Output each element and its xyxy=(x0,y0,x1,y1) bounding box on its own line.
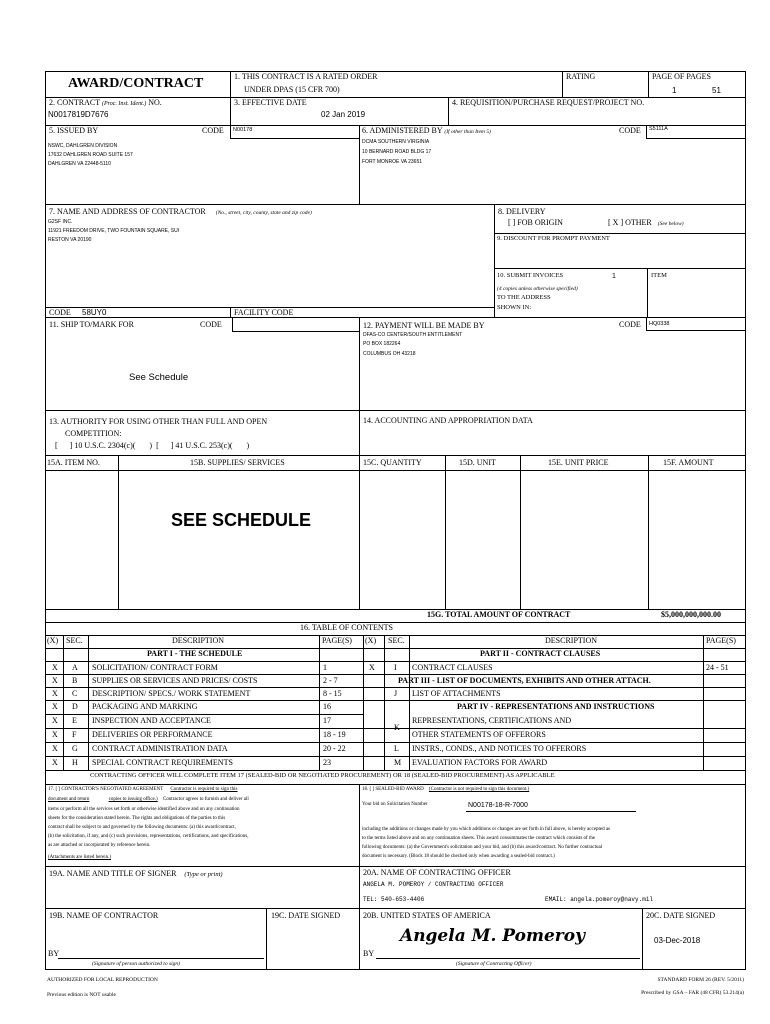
other-option: [ X ] OTHER (See below) xyxy=(608,218,684,227)
government-sig-label: 20B. UNITED STATES OF AMERICA xyxy=(363,911,491,920)
toc-row-c-desc: DESCRIPTION/ SPECS./ WORK STATEMENT xyxy=(92,689,251,698)
ship-to-label: 11. SHIP TO/MARK FOR xyxy=(49,320,134,329)
contractor-line-2: 11921 FREEDOM DRIVE, TWO FOUNTAIN SQUARE, SUI xyxy=(48,228,180,234)
page-number: 1 xyxy=(672,86,677,95)
authority-label: 13. AUTHORITY FOR USING OTHER THAN FULL AND OPEN xyxy=(49,417,268,426)
toc-pages-header-2: PAGE(S) xyxy=(706,636,736,645)
payment-line-1: DFAS-CO CENTER/SOUTH ENTITLEMENT xyxy=(363,332,463,338)
toc-row-e-x: X xyxy=(52,716,58,725)
toc-row-e-pages: 17 xyxy=(323,716,331,725)
col-amount: 15F. AMOUNT xyxy=(663,458,714,467)
item17-line-5: contract shall be subject to and governed by the following documents: (a) this award/contract, xyxy=(48,825,236,830)
toc-row-k-desc-2: OTHER STATEMENTS OF OFFERORS xyxy=(412,730,546,739)
toc-row-d-sec: D xyxy=(72,702,78,711)
toc-desc-header: DESCRIPTION xyxy=(172,636,225,645)
toc-row-f-x: X xyxy=(52,730,58,739)
footer-prescribed-by: Prescribed by GSA – FAR (48 CFR) 53.214(a) xyxy=(641,990,744,996)
contractor-code-label: CODE xyxy=(49,308,71,317)
contractor-sig-note: (Signature of person authorized to sign) xyxy=(92,961,180,967)
toc-row-g-pages: 20 - 22 xyxy=(323,744,346,753)
administered-by-code: S5111A xyxy=(649,126,668,132)
toc-row-h-x: X xyxy=(52,758,58,767)
officer-tel: TEL: 540-653-4406 xyxy=(363,896,425,903)
toc-row-m-sec: M xyxy=(394,758,402,767)
col-quantity: 15C. QUANTITY xyxy=(363,458,422,467)
accounting-label: 14. ACCOUNTING AND APPROPRIATION DATA xyxy=(363,416,533,425)
signer-label: 19A. NAME AND TITLE OF SIGNER (Type or print) xyxy=(49,869,223,878)
toc-row-g-desc: CONTRACT ADMINISTRATION DATA xyxy=(92,744,228,753)
officer-label: 20A. NAME OF CONTRACTING OFFICER xyxy=(363,868,511,877)
administered-by-line-2: 10 BERNARD ROAD BLDG 17 xyxy=(362,149,432,155)
invoice-shown-in-label: SHOWN IN: xyxy=(497,304,532,311)
col-supplies-services: 15B. SUPPLIES/ SERVICES xyxy=(190,458,285,467)
contractor-label: 7. NAME AND ADDRESS OF CONTRACTOR (No., street, city, county, state and zip code) xyxy=(49,207,312,216)
toc-row-i-pages: 24 - 51 xyxy=(706,663,729,672)
item17-line-3: items or perform all the services set forth or otherwise identified above and on any continuation xyxy=(48,807,240,812)
toc-row-c-pages: 8 - 15 xyxy=(323,689,342,698)
toc-row-m-desc: EVALUATION FACTORS FOR AWARD xyxy=(412,758,548,767)
toc-row-e-sec: E xyxy=(72,716,77,725)
administered-by-code-label: CODE xyxy=(619,126,641,135)
toc-pages-header: PAGE(S) xyxy=(322,636,352,645)
col-unit-price: 15E. UNIT PRICE xyxy=(548,458,609,467)
col-item-no: 15A. ITEM NO. xyxy=(47,458,100,467)
toc-row-b-desc: SUPPLIES OR SERVICES AND PRICES/ COSTS xyxy=(92,676,258,685)
government-date-value: 03-Dec-2018 xyxy=(654,936,701,945)
ship-to-code-label: CODE xyxy=(200,320,222,329)
invoice-copies-note: (4 copies unless otherwise specified) xyxy=(497,286,578,292)
page-of-pages-label: PAGE OF PAGES xyxy=(652,72,711,81)
invoice-address-label: TO THE ADDRESS xyxy=(497,294,551,301)
payment-code-label: CODE xyxy=(619,320,641,329)
toc-row-i-sec: I xyxy=(394,663,397,672)
administered-by-label: 6. ADMINISTERED BY (If other than Item 5) xyxy=(362,126,491,135)
toc-sec-header-2: SEC. xyxy=(388,636,405,645)
toc-row-a-x: X xyxy=(52,663,58,672)
issued-by-code: N00178 xyxy=(233,127,253,133)
col-unit: 15D. UNIT xyxy=(459,458,496,467)
toc-row-j-desc: LIST OF ATTACHMENTS xyxy=(412,689,501,698)
item18-line-2: to the terms listed above and on any continuation sheets. This award consummates the contract which consists of the xyxy=(362,836,596,841)
contractor-line-3: RESTON VA 20190 xyxy=(48,237,92,243)
toc-row-c-x: X xyxy=(52,689,58,698)
toc-x-header: (X) xyxy=(47,636,59,645)
authority-competition-label: COMPETITION: xyxy=(65,429,122,438)
toc-row-i-x: X xyxy=(369,663,375,672)
issued-by-line-3: DAHLGREN VA 22448-5110 xyxy=(48,161,111,167)
toc-row-f-pages: 18 - 19 xyxy=(323,730,346,739)
invoice-item-label: ITEM xyxy=(651,272,667,279)
toc-sec-header: SEC. xyxy=(66,636,83,645)
toc-row-c-sec: C xyxy=(72,689,78,698)
toc-row-g-x: X xyxy=(52,744,58,753)
toc-row-h-desc: SPECIAL CONTRACT REQUIREMENTS xyxy=(92,758,233,767)
toc-x-header-2: (X) xyxy=(365,636,377,645)
toc-row-h-pages: 23 xyxy=(323,758,331,767)
toc-row-h-sec: H xyxy=(72,758,78,767)
toc-row-f-sec: F xyxy=(72,730,77,739)
discount-label: 9. DISCOUNT FOR PROMPT PAYMENT xyxy=(497,235,610,242)
payment-line-2: PO BOX 182264 xyxy=(363,341,401,347)
toc-footer: CONTRACTING OFFICER WILL COMPLETE ITEM 17 (SEALED-BID OR NEGOTIATED PROCUREMENT) OR 18 (SEALED-BID PROCUREMENT) AS APPLICABLE xyxy=(90,772,555,779)
item17-line-4: sheets for the consideration stated herein. The rights and obligations of the parties to this xyxy=(48,816,226,821)
toc-row-j-sec: J xyxy=(394,689,398,698)
rated-order-label: 1. THIS CONTRACT IS A RATED ORDER xyxy=(234,72,378,81)
toc-row-d-x: X xyxy=(52,702,58,711)
officer-email: EMAIL: angela.pomeroy@navy.mil xyxy=(545,896,654,903)
contract-no-label: 2. CONTRACT (Proc. Inst. Ident.) NO. xyxy=(49,98,162,107)
payment-line-3: COLUMBUS OH 43218 xyxy=(363,351,416,357)
contract-no-value: N0017819D7676 xyxy=(48,110,109,119)
issued-by-code-label: CODE xyxy=(202,126,224,135)
toc-row-a-desc: SOLICITATION/ CONTRACT FORM xyxy=(92,663,218,672)
contractor-sig-label: 19B. NAME OF CONTRACTOR xyxy=(49,911,159,920)
government-date-label: 20C. DATE SIGNED xyxy=(646,911,716,920)
officer-name: ANGELA M. POMEROY / CONTRACTING OFFICER xyxy=(363,881,504,888)
effective-date-label: 3. EFFECTIVE DATE xyxy=(234,98,307,107)
ship-to-see-schedule: See Schedule xyxy=(129,372,189,383)
toc-row-f-desc: DELIVERIES OR PERFORMANCE xyxy=(92,730,213,739)
item18-line-4: document is necessary. (Block 18 should be checked only when awarding a sealed-bid contract.) xyxy=(362,854,555,859)
toc-row-a-pages: 1 xyxy=(323,663,327,672)
total-amount-value: $5,000,000,000.00 xyxy=(661,610,721,619)
item17-head: 17. [ ] CONTRACTOR'S NEGOTIATED AGREEMENT Contractor is required to sign this xyxy=(48,787,238,792)
toc-row-i-desc: CONTRACT CLAUSES xyxy=(412,663,493,672)
item18-solicitation-no: N00178-18-R-7000 xyxy=(468,802,528,809)
dpas-label: UNDER DPAS (15 CFR 700) xyxy=(244,85,340,94)
toc-title: 16. TABLE OF CONTENTS xyxy=(300,623,393,632)
toc-row-k-sec: K xyxy=(394,723,400,732)
submit-invoices-label: 10. SUBMIT INVOICES xyxy=(497,272,564,279)
toc-row-k-desc-1: REPRESENTATIONS, CERTIFICATIONS AND xyxy=(412,716,572,725)
rating-label: RATING xyxy=(566,72,596,81)
issued-by-line-1: NSWC, DAHLGREN DIVISION xyxy=(48,143,118,149)
form-title: AWARD/CONTRACT xyxy=(68,76,204,91)
issued-by-line-2: 17632 DAHLGREN ROAD SUITE 157 xyxy=(48,152,133,158)
item17-line-6: (b) the solicitation, if any, and (c) such provisions, representations, certifications, and specifications, xyxy=(48,834,249,839)
facility-code-label: FACILITY CODE xyxy=(234,308,294,317)
contractor-date-label: 19C. DATE SIGNED xyxy=(271,911,341,920)
toc-row-l-sec: L xyxy=(394,744,399,753)
contracting-officer-signature: Angela M. Pomeroy xyxy=(400,926,585,946)
administered-by-line-3: FORT MONROE VA 23651 xyxy=(362,159,423,165)
page-count: 51 xyxy=(712,86,721,95)
toc-row-e-desc: INSPECTION AND ACCEPTANCE xyxy=(92,716,211,725)
toc-row-d-pages: 16 xyxy=(323,702,331,711)
payment-code: HQ0338 xyxy=(649,321,670,327)
effective-date-value: 02 Jan 2019 xyxy=(321,110,366,119)
item18-line-1: including the additions or changes made by you which additions or changes are set forth in full above, is hereby accepted as xyxy=(362,827,610,832)
toc-row-b-sec: B xyxy=(72,676,78,685)
toc-row-l-desc: INSTRS., CONDS., AND NOTICES TO OFFERORS xyxy=(412,744,587,753)
payment-label: 12. PAYMENT WILL BE MADE BY xyxy=(363,321,485,330)
toc-desc-header-2: DESCRIPTION xyxy=(545,636,598,645)
item18-line-3: following documents: (a) the Government's solicitation and your bid, and (b) this award/contract. No further contractual xyxy=(362,845,603,850)
item17-line-7: as are attached or incorporated by reference herein. xyxy=(48,843,151,848)
toc-part-4: PART IV - REPRESENTATIONS AND INSTRUCTIONS xyxy=(457,702,655,711)
contractor-code: 58UY0 xyxy=(82,308,107,317)
delivery-label: 8. DELIVERY xyxy=(498,207,546,216)
toc-part-1: PART I - THE SCHEDULE xyxy=(147,649,243,658)
contractor-line-1: G2SF INC. xyxy=(48,219,73,225)
toc-row-g-sec: G xyxy=(72,744,78,753)
toc-row-a-sec: A xyxy=(72,663,78,672)
toc-row-b-pages: 2 - 7 xyxy=(323,676,338,685)
requisition-label: 4. REQUISITION/PURCHASE REQUEST/PROJECT NO. xyxy=(452,98,645,107)
footer-standard-form: STANDARD FORM 26 (REV. 5/2011) xyxy=(657,977,744,983)
government-sig-note: (Signature of Contracting Officer) xyxy=(456,961,532,967)
footer-previous-edition: Previous edition is NOT usable xyxy=(47,992,116,998)
invoice-copies: 1 xyxy=(612,273,616,280)
contractor-by-label: BY xyxy=(48,949,60,958)
government-by-label: BY xyxy=(363,949,375,958)
items-see-schedule: SEE SCHEDULE xyxy=(171,510,312,530)
issued-by-label: 5. ISSUED BY xyxy=(49,126,99,135)
fob-origin-option: [ ] FOB ORIGIN xyxy=(508,218,563,227)
toc-row-d-desc: PACKAGING AND MARKING xyxy=(92,702,198,711)
toc-part-3: PART III - LIST OF DOCUMENTS, EXHIBITS AND OTHER ATTACH. xyxy=(398,676,651,685)
total-amount-label: 15G. TOTAL AMOUNT OF CONTRACT xyxy=(427,610,571,619)
item17-attachments: (Attachments are listed herein.) xyxy=(48,855,112,860)
item18-solicitation-label: Your bid on Solicitation Number xyxy=(362,802,428,807)
administered-by-line-1: DCMA SOUTHERN VIRGINIA xyxy=(362,139,430,145)
authority-usc-options: [ ] 10 U.S.C. 2304(c)( ) [ ] 41 U.S.C. 253(c)( ) xyxy=(55,441,250,450)
toc-row-b-x: X xyxy=(52,676,58,685)
item18-head: 18. [ ] SEALED-BID AWARD (Contractor is not required to sign this document.) xyxy=(362,787,530,792)
toc-part-2: PART II - CONTRACT CLAUSES xyxy=(480,649,601,658)
item17-line-2: document and return copies to issuing office.) Contractor agrees to furnish and deliver all xyxy=(48,797,249,802)
footer-authorized: AUTHORIZED FOR LOCAL REPRODUCTION xyxy=(47,977,158,983)
